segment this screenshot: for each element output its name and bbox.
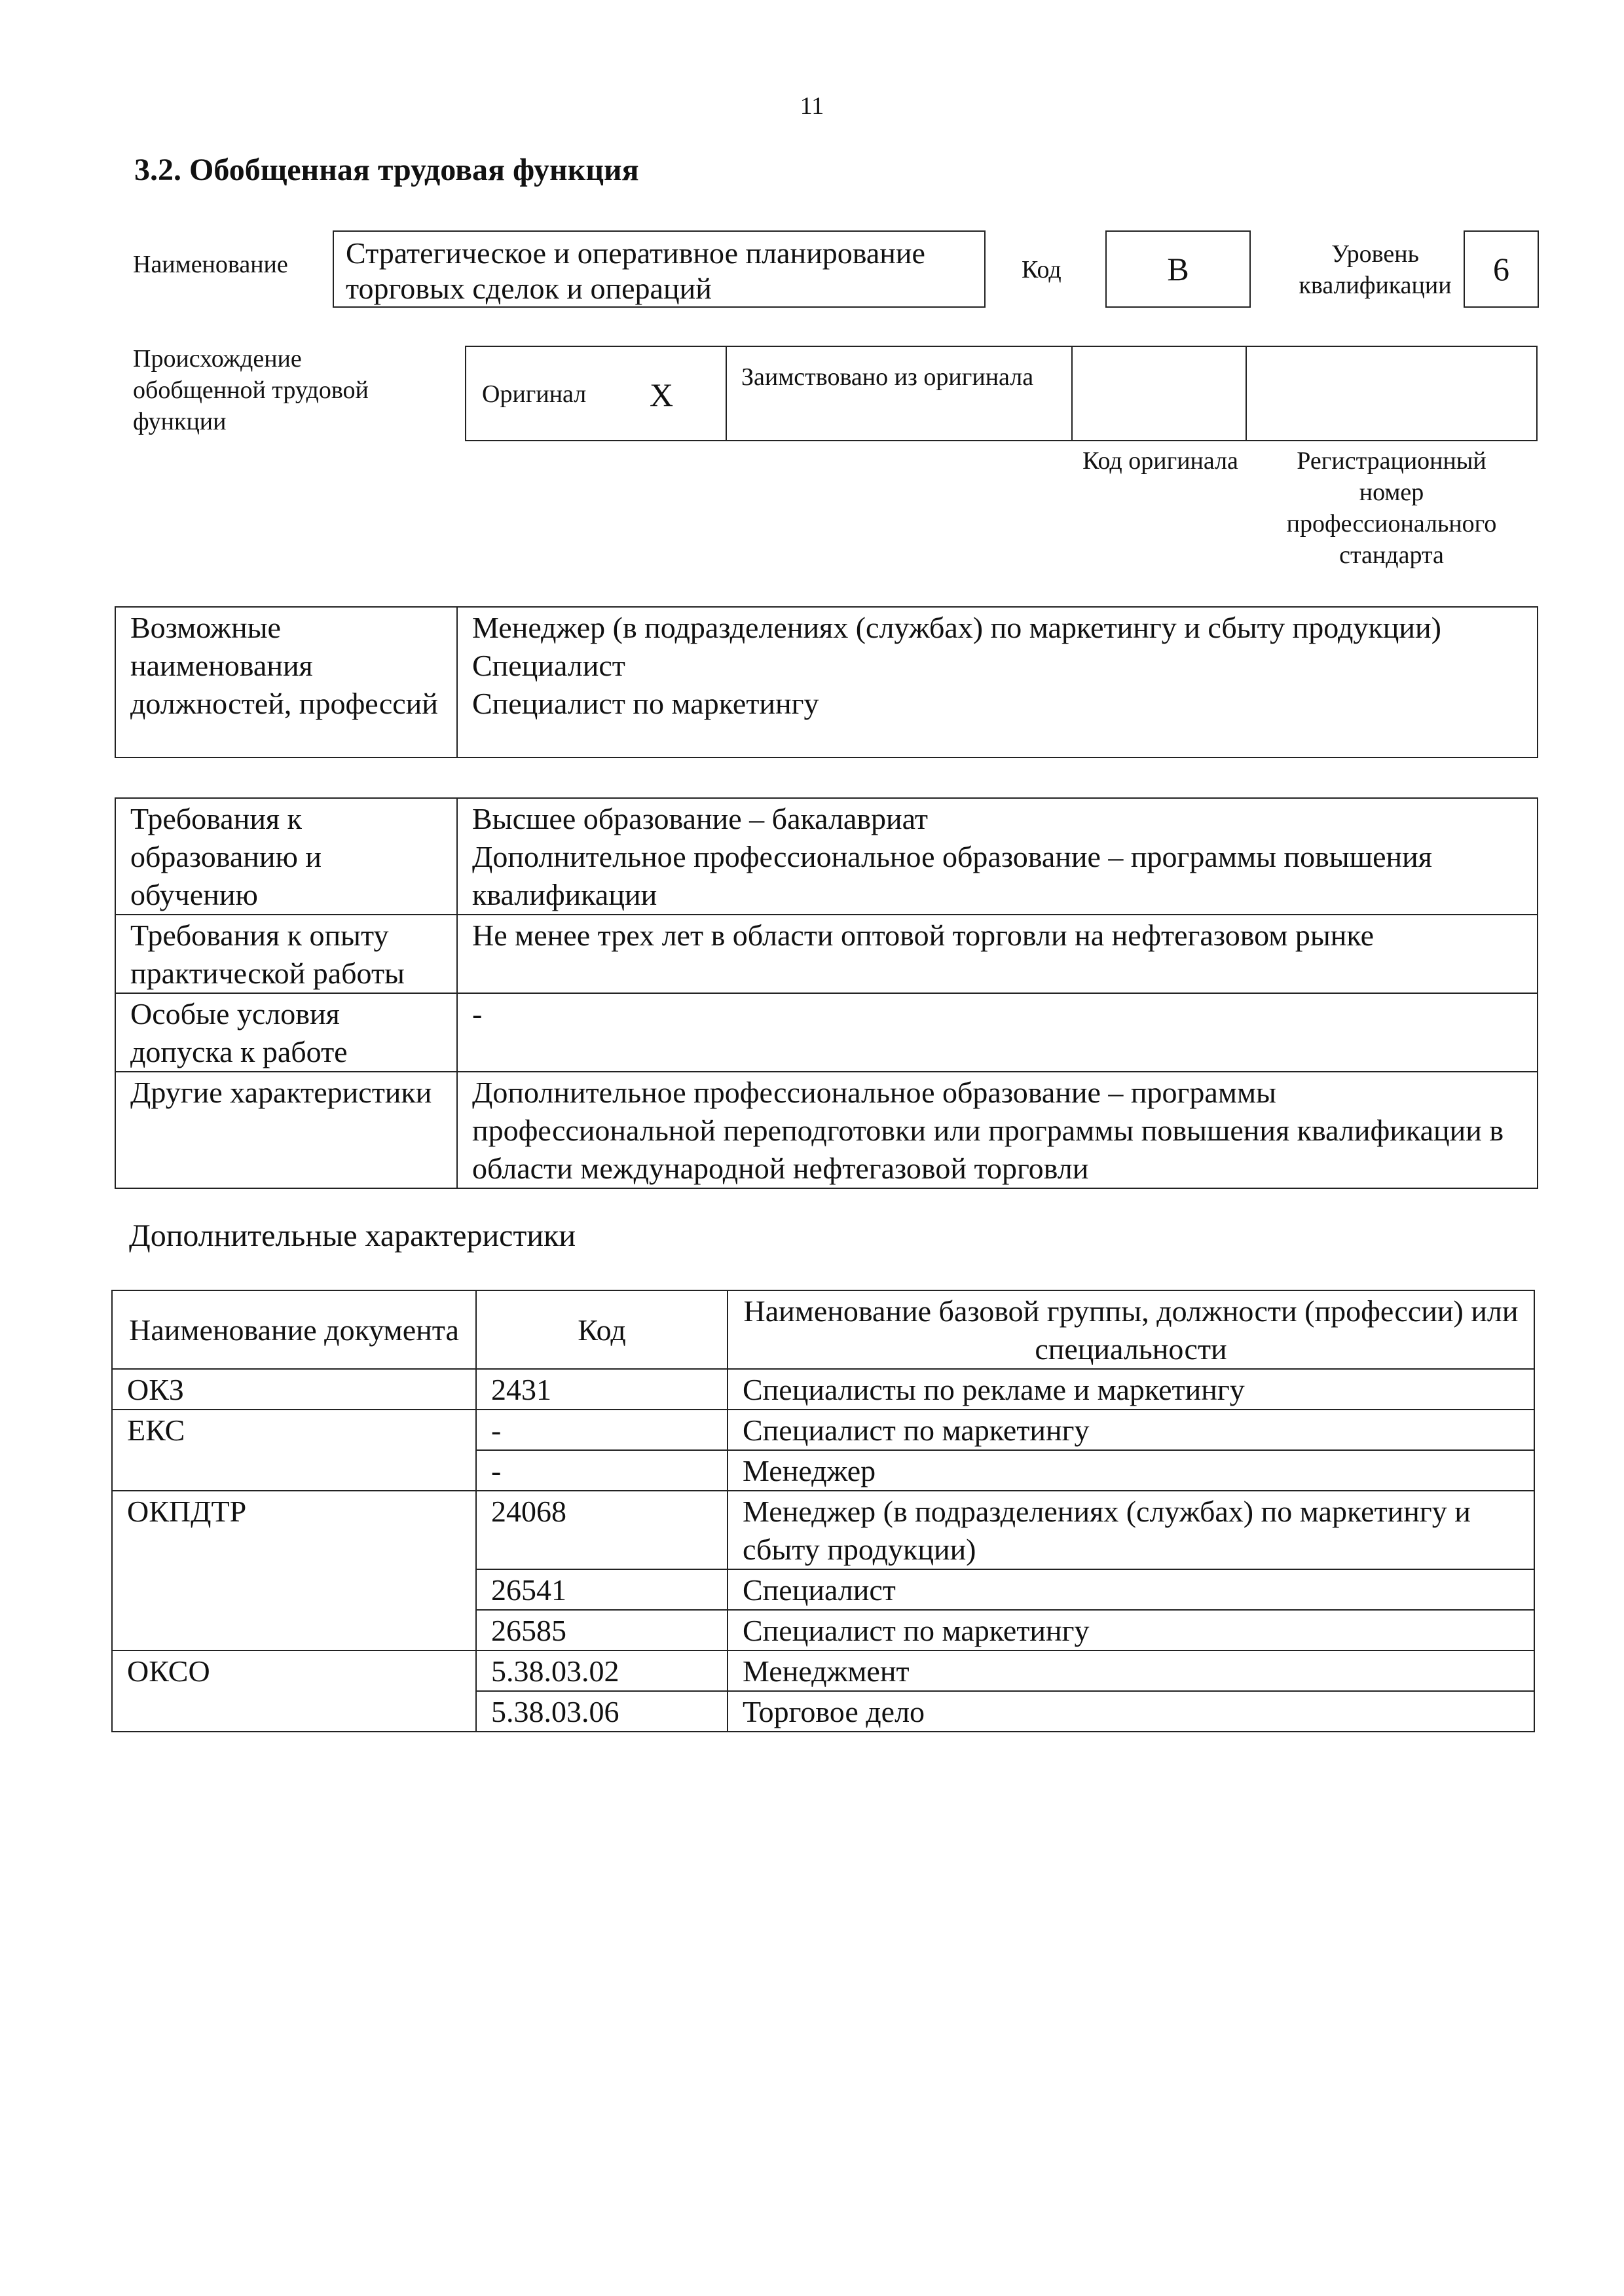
code-cell: 5.38.03.02 (476, 1650, 728, 1691)
positions-values (457, 607, 1538, 757)
page-number: 11 (800, 92, 824, 120)
doc-cell: ОКЗ (112, 1369, 476, 1410)
doc-cell: ОКСО (112, 1650, 476, 1732)
original-cell (465, 346, 727, 441)
table-row (112, 1491, 1534, 1569)
code-cell: 2431 (476, 1369, 728, 1410)
borrowed-cell (726, 346, 1073, 441)
list-item: Дополнительное профессиональное образование – программы повышения квалификации (472, 840, 1432, 911)
name-cell: Менеджмент (728, 1650, 1534, 1691)
header-name: Наименование базовой группы, должности (профессии) или специальности (728, 1290, 1534, 1369)
name-cell: Специалисты по рекламе и маркетингу (728, 1369, 1534, 1410)
section-title: 3.2. Обобщенная трудовая функция (134, 153, 639, 187)
header-code: Код (476, 1290, 728, 1369)
list-item: Не менее трех лет в области оптовой торговли на нефтегазовом рынке (472, 919, 1375, 952)
table-row (112, 1369, 1534, 1410)
table-row (115, 915, 1538, 993)
name-label: Наименование (133, 251, 288, 278)
table-row (115, 1072, 1538, 1188)
name-value-box (333, 230, 986, 308)
code-cell: - (476, 1450, 728, 1491)
code-cell: 5.38.03.06 (476, 1691, 728, 1732)
table-row (115, 993, 1538, 1072)
borrowed-label: Заимствовано из оригинала (741, 363, 1034, 391)
name-value: Стратегическое и оперативное планирование торговых сделок и операций (346, 236, 925, 305)
list-item: - (472, 997, 483, 1030)
reg-number-cell (1246, 346, 1538, 441)
list-item: Высшее образование – бакалавриат (472, 802, 928, 835)
requirements-table (115, 797, 1538, 1189)
reg-caption: Регистрационный номер профессионального стандарта (1286, 447, 1497, 569)
code-cell: 26585 (476, 1610, 728, 1650)
list-item: Специалист по маркетингу (472, 687, 819, 720)
table-row (112, 1410, 1534, 1450)
req-label: Требования к опыту практической работы (115, 915, 457, 993)
header-doc: Наименование документа (112, 1290, 476, 1369)
original-label: Оригинал (482, 380, 587, 408)
table-row (115, 607, 1538, 757)
code-cell: 24068 (476, 1491, 728, 1569)
code-cell: 26541 (476, 1569, 728, 1610)
list-item: Дополнительное профессиональное образование – программы профессиональной переподготовки или программы повышения квалификации в области международной нефтегазовой торговли (472, 1076, 1504, 1185)
original-code-cell (1071, 346, 1247, 441)
req-values (457, 915, 1538, 993)
req-label: Особые условия допуска к работе (115, 993, 457, 1072)
code-cell: - (476, 1410, 728, 1450)
name-cell: Специалист по маркетингу (728, 1410, 1534, 1450)
req-label: Другие характеристики (115, 1072, 457, 1188)
additional-table (111, 1290, 1535, 1732)
name-cell: Специалист по маркетингу (728, 1610, 1534, 1650)
list-item: Менеджер (в подразделениях (службах) по маркетингу и сбыту продукции) (472, 611, 1441, 644)
req-values (457, 993, 1538, 1072)
name-cell: Специалист (728, 1569, 1534, 1610)
table-row (112, 1650, 1534, 1691)
name-cell: Менеджер (728, 1450, 1534, 1491)
doc-cell: ЕКС (112, 1410, 476, 1491)
table-row (115, 798, 1538, 915)
positions-table (115, 606, 1538, 758)
table-header-row (112, 1290, 1534, 1369)
level-value: 6 (1464, 230, 1539, 308)
level-label: Уровень квалификации (1299, 240, 1452, 299)
additional-title: Дополнительные характеристики (129, 1218, 576, 1253)
doc-cell: ОКПДТР (112, 1491, 476, 1650)
code-value: В (1105, 230, 1251, 308)
req-values (457, 798, 1538, 915)
req-label: Требования к образованию и обучению (115, 798, 457, 915)
code-label: Код (1022, 256, 1061, 283)
code-caption: Код оригинала (1082, 447, 1238, 475)
name-cell: Менеджер (в подразделениях (службах) по маркетингу и сбыту продукции) (728, 1491, 1534, 1569)
origin-label: Происхождение обобщенной трудовой функции (133, 345, 369, 435)
req-values (457, 1072, 1538, 1188)
positions-label: Возможные наименования должностей, профессий (115, 607, 457, 757)
name-cell: Торговое дело (728, 1691, 1534, 1732)
original-mark: X (650, 376, 674, 413)
list-item: Специалист (472, 649, 625, 682)
